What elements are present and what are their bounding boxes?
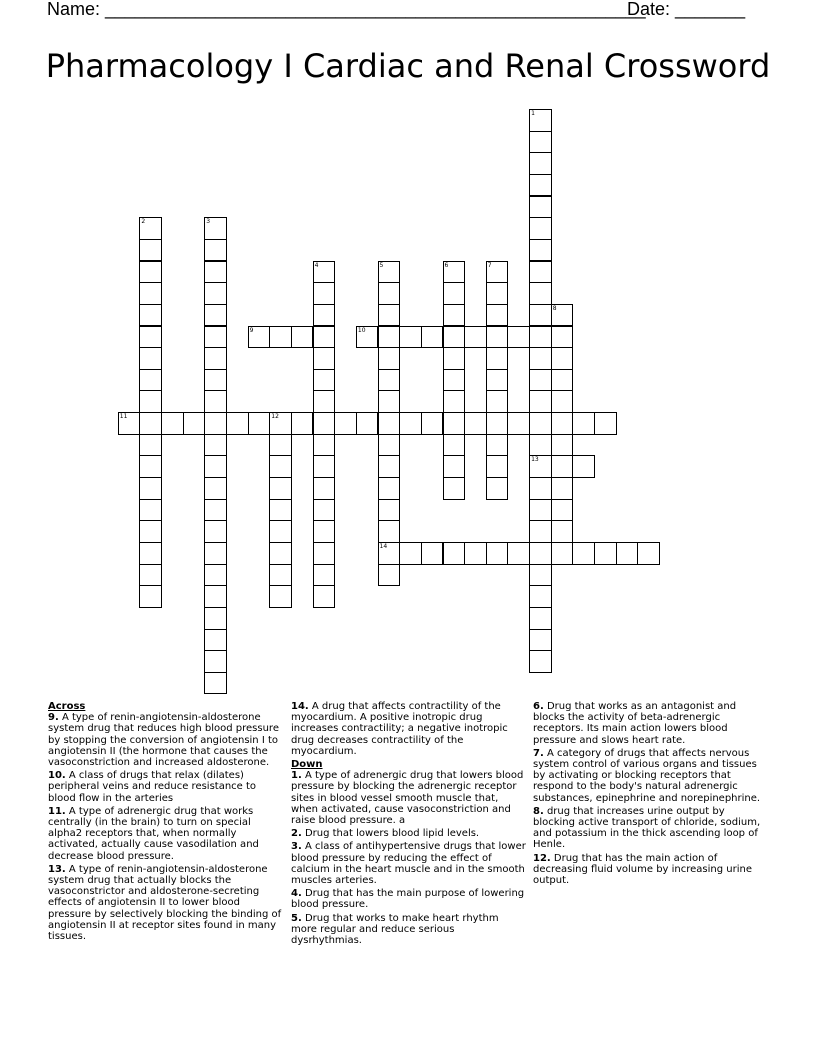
grid-cell[interactable] bbox=[443, 369, 466, 392]
grid-cell[interactable] bbox=[529, 585, 552, 608]
grid-cell[interactable] bbox=[291, 412, 314, 435]
grid-cell[interactable] bbox=[204, 261, 227, 284]
grid-cell[interactable] bbox=[399, 542, 422, 565]
grid-cell[interactable] bbox=[378, 304, 401, 327]
grid-cell[interactable] bbox=[378, 499, 401, 522]
clues-column-1 bbox=[48, 701, 284, 944]
grid-cell[interactable] bbox=[551, 434, 574, 457]
grid-cell[interactable] bbox=[507, 326, 530, 349]
grid-cell[interactable] bbox=[486, 390, 509, 413]
grid-cell[interactable] bbox=[486, 261, 509, 284]
cell-number: 3 bbox=[206, 218, 211, 226]
grid-cell[interactable] bbox=[313, 347, 336, 370]
grid-cell[interactable] bbox=[486, 455, 509, 478]
grid-cell[interactable] bbox=[313, 304, 336, 327]
grid-cell[interactable] bbox=[529, 564, 552, 587]
grid-cell[interactable] bbox=[204, 390, 227, 413]
grid-cell[interactable] bbox=[551, 542, 574, 565]
grid-cell[interactable] bbox=[139, 326, 162, 349]
grid-cell[interactable] bbox=[248, 412, 271, 435]
grid-cell[interactable] bbox=[356, 326, 379, 349]
grid-cell[interactable] bbox=[139, 261, 162, 284]
grid-cell[interactable] bbox=[421, 412, 444, 435]
grid-cell[interactable] bbox=[486, 477, 509, 500]
grid-cell[interactable] bbox=[529, 131, 552, 154]
clue-down-6: 6. Drug that works as an antagonist and blocks the activity of beta-adrenergic receptors. Its main action lowers blood pressure and slows heart rate. bbox=[533, 701, 737, 746]
grid-cell[interactable] bbox=[291, 326, 314, 349]
grid-cell[interactable] bbox=[529, 607, 552, 630]
clue-across-14: 14. A drug that affects contractility of the myocardium. A positive inotropic drug increases contractility; a negative inotropic drug decreases contractility of the myocardium. bbox=[291, 701, 508, 757]
grid-cell[interactable] bbox=[139, 520, 162, 543]
grid-cell[interactable] bbox=[529, 326, 552, 349]
grid-cell[interactable] bbox=[486, 412, 509, 435]
grid-cell[interactable] bbox=[313, 499, 336, 522]
page-title: Pharmacology I Cardiac and Renal Crossword bbox=[45, 47, 771, 85]
grid-cell[interactable] bbox=[139, 542, 162, 565]
grid-cell[interactable] bbox=[204, 412, 227, 435]
grid-cell[interactable] bbox=[313, 261, 336, 284]
grid-cell[interactable] bbox=[204, 520, 227, 543]
grid-cell[interactable] bbox=[399, 326, 422, 349]
date-line[interactable]: Date: _______ bbox=[627, 0, 746, 19]
grid-cell[interactable] bbox=[551, 390, 574, 413]
grid-cell[interactable] bbox=[204, 239, 227, 262]
grid-cell[interactable] bbox=[269, 412, 292, 435]
grid-cell[interactable] bbox=[139, 369, 162, 392]
grid-cell[interactable] bbox=[378, 326, 401, 349]
grid-cell[interactable] bbox=[551, 412, 574, 435]
grid-cell[interactable] bbox=[529, 650, 552, 673]
grid-cell[interactable] bbox=[529, 239, 552, 262]
grid-cell[interactable] bbox=[313, 477, 336, 500]
clue-down-12: 12. Drug that has the main action of decreasing fluid volume by increasing urine output. bbox=[533, 852, 752, 887]
cell-number: 2 bbox=[141, 218, 146, 226]
grid-cell[interactable] bbox=[226, 412, 249, 435]
grid-cell[interactable] bbox=[378, 412, 401, 435]
clue-across-13: 13. A type of renin-angiotensin-aldosterone system drug that actually blocks the vasoconstrictor and aldosterone-secreting effects of angiotensin II to lower blood pressure by selectively blocking the binding of angiotensin II at receptor sites found in many tissues. bbox=[48, 863, 282, 943]
grid-cell[interactable] bbox=[204, 629, 227, 652]
grid-cell[interactable] bbox=[443, 455, 466, 478]
grid-cell[interactable] bbox=[572, 542, 595, 565]
grid-cell[interactable] bbox=[551, 455, 574, 478]
grid-cell[interactable] bbox=[443, 261, 466, 284]
grid-cell[interactable] bbox=[551, 369, 574, 392]
grid-cell[interactable] bbox=[139, 217, 162, 240]
grid-cell[interactable] bbox=[139, 585, 162, 608]
cell-number: 10 bbox=[357, 326, 366, 334]
clue-down-3: 3. A class of antihypertensive drugs that lower blood pressure by reducing the effect of calcium in the heart muscle and in the smooth muscles arteries. bbox=[291, 841, 526, 887]
grid-cell[interactable] bbox=[378, 477, 401, 500]
grid-cell[interactable] bbox=[378, 347, 401, 370]
grid-cell[interactable] bbox=[313, 369, 336, 392]
grid-cell[interactable] bbox=[529, 152, 552, 175]
grid-cell[interactable] bbox=[378, 542, 401, 565]
grid-cell[interactable] bbox=[269, 326, 292, 349]
clue-down-7: 7. A category of drugs that affects nervous system control of various organs and tissues by activating or blocking receptors that respond to the body's natural adrenergic substances, epinephrine and norepinephrine. bbox=[533, 747, 761, 804]
grid-cell[interactable] bbox=[204, 369, 227, 392]
grid-cell[interactable] bbox=[529, 282, 552, 305]
grid-cell[interactable] bbox=[529, 261, 552, 284]
grid-cell[interactable] bbox=[313, 326, 336, 349]
grid-cell[interactable] bbox=[356, 412, 379, 435]
cell-number: 4 bbox=[314, 261, 319, 269]
grid-cell[interactable] bbox=[486, 347, 509, 370]
grid-cell[interactable] bbox=[421, 326, 444, 349]
grid-cell[interactable] bbox=[529, 520, 552, 543]
grid-cell[interactable] bbox=[139, 499, 162, 522]
grid-cell[interactable] bbox=[378, 369, 401, 392]
grid-cell[interactable] bbox=[529, 369, 552, 392]
clue-down-8: 8. drug that increases urine output by blocking active transport of chloride, sodium, and potassium in the thick ascending loop of Henle. bbox=[533, 805, 761, 851]
grid-cell[interactable] bbox=[529, 542, 552, 565]
grid-cell[interactable] bbox=[594, 542, 617, 565]
grid-cell[interactable] bbox=[313, 390, 336, 413]
clue-down-1: 1. A type of adrenergic drug that lowers blood pressure by blocking the adrenergic receptor sites in blood vessel smooth muscle that, when activated, cause vasoconstriction and raise blood pressure. a bbox=[291, 770, 524, 827]
grid-cell[interactable] bbox=[529, 174, 552, 197]
grid-cell[interactable] bbox=[551, 499, 574, 522]
grid-cell[interactable] bbox=[507, 412, 530, 435]
grid-cell[interactable] bbox=[399, 412, 422, 435]
grid-cell[interactable] bbox=[443, 326, 466, 349]
grid-cell[interactable] bbox=[529, 109, 552, 132]
grid-cell[interactable] bbox=[204, 326, 227, 349]
grid-cell[interactable] bbox=[204, 585, 227, 608]
grid-cell[interactable] bbox=[529, 629, 552, 652]
grid-cell[interactable] bbox=[204, 434, 227, 457]
cell-number: 6 bbox=[444, 261, 449, 269]
grid-cell[interactable] bbox=[313, 282, 336, 305]
grid-cell[interactable] bbox=[139, 477, 162, 500]
clue-down-5: 5. Drug that works to make heart rhythm more regular and reduce serious dysrhythmias. bbox=[291, 912, 499, 947]
clues-column-2 bbox=[291, 701, 527, 948]
grid-cell[interactable] bbox=[139, 455, 162, 478]
grid-cell[interactable] bbox=[269, 520, 292, 543]
grid-cell[interactable] bbox=[486, 304, 509, 327]
grid-cell[interactable] bbox=[529, 390, 552, 413]
grid-cell[interactable] bbox=[464, 412, 487, 435]
grid-cell[interactable] bbox=[443, 434, 466, 457]
grid-cell[interactable] bbox=[139, 304, 162, 327]
grid-cell[interactable] bbox=[551, 477, 574, 500]
grid-cell[interactable] bbox=[204, 672, 227, 695]
grid-cell[interactable] bbox=[139, 390, 162, 413]
cell-number: 5 bbox=[379, 261, 384, 269]
grid-cell[interactable] bbox=[313, 542, 336, 565]
cell-number: 1 bbox=[531, 110, 535, 117]
grid-cell[interactable] bbox=[204, 217, 227, 240]
grid-cell[interactable] bbox=[529, 217, 552, 240]
grid-cell[interactable] bbox=[378, 520, 401, 543]
grid-cell[interactable] bbox=[443, 347, 466, 370]
cell-number: 12 bbox=[271, 413, 279, 421]
grid-cell[interactable] bbox=[529, 499, 552, 522]
grid-cell[interactable] bbox=[378, 390, 401, 413]
name-line[interactable]: Name: ______________________________________________________ bbox=[47, 0, 646, 19]
grid-cell[interactable] bbox=[139, 239, 162, 262]
grid-cell[interactable] bbox=[269, 542, 292, 565]
grid-cell[interactable] bbox=[139, 347, 162, 370]
grid-cell[interactable] bbox=[118, 412, 141, 435]
grid-cell[interactable] bbox=[529, 347, 552, 370]
grid-cell[interactable] bbox=[248, 326, 271, 349]
grid-cell[interactable] bbox=[139, 434, 162, 457]
grid-cell[interactable] bbox=[551, 304, 574, 327]
grid-cell[interactable] bbox=[313, 412, 336, 435]
grid-cell[interactable] bbox=[378, 434, 401, 457]
grid-cell[interactable] bbox=[529, 477, 552, 500]
cell-number: 8 bbox=[552, 304, 557, 312]
grid-cell[interactable] bbox=[529, 304, 552, 327]
grid-cell[interactable] bbox=[486, 434, 509, 457]
grid-cell[interactable] bbox=[139, 564, 162, 587]
clue-down-2: 2. Drug that lowers blood lipid levels. bbox=[291, 828, 480, 840]
grid-cell[interactable] bbox=[269, 455, 292, 478]
grid-cell[interactable] bbox=[204, 564, 227, 587]
grid-cell[interactable] bbox=[443, 282, 466, 305]
clues-column-3 bbox=[533, 701, 769, 888]
grid-cell[interactable] bbox=[529, 412, 552, 435]
grid-cell[interactable] bbox=[269, 564, 292, 587]
cell-number: 14 bbox=[379, 543, 388, 550]
grid-cell[interactable] bbox=[551, 520, 574, 543]
grid-cell[interactable] bbox=[443, 304, 466, 327]
grid-cell[interactable] bbox=[313, 434, 336, 457]
grid-cell[interactable] bbox=[443, 477, 466, 500]
clue-across-9: 9. A type of renin-angiotensin-aldosterone system drug that reduces high blood pressure by stopping the conversion of angiotensin I to angiotensin II (the hormone that causes the vasoconstriction and increased aldosterone. bbox=[48, 712, 279, 769]
grid-cell[interactable] bbox=[204, 650, 227, 673]
grid-cell[interactable] bbox=[529, 434, 552, 457]
grid-cell[interactable] bbox=[443, 412, 466, 435]
grid-cell[interactable] bbox=[421, 542, 444, 565]
grid-cell[interactable] bbox=[269, 434, 292, 457]
clue-across-10: 10. A class of drugs that relax (dilates) peripheral veins and reduce resistance to blood flow in the arteries bbox=[48, 770, 257, 804]
clue-down-4: 4. Drug that has the main purpose of lowering blood pressure. bbox=[291, 888, 525, 911]
grid-cell[interactable] bbox=[378, 455, 401, 478]
grid-cell[interactable] bbox=[464, 326, 487, 349]
grid-cell[interactable] bbox=[269, 585, 292, 608]
grid-cell[interactable] bbox=[464, 542, 487, 565]
cell-number: 7 bbox=[487, 261, 492, 269]
grid-cell[interactable] bbox=[443, 542, 466, 565]
grid-cell[interactable] bbox=[204, 477, 227, 500]
grid-cell[interactable] bbox=[269, 499, 292, 522]
grid-cell[interactable] bbox=[594, 412, 617, 435]
clue-across-11: 11. A type of adrenergic drug that works centrally (in the brain) to turn on special alpha2 receptors that, when normally activated, actually cause vasodilation and decrease blood pressure. bbox=[48, 805, 259, 862]
grid-cell[interactable] bbox=[572, 455, 595, 478]
grid-cell[interactable] bbox=[378, 282, 401, 305]
grid-cell[interactable] bbox=[269, 477, 292, 500]
grid-cell[interactable] bbox=[551, 326, 574, 349]
grid-cell[interactable] bbox=[378, 261, 401, 284]
grid-cell[interactable] bbox=[486, 369, 509, 392]
cell-number: 13 bbox=[531, 456, 539, 464]
grid-cell[interactable] bbox=[183, 412, 206, 435]
grid-cell[interactable] bbox=[204, 455, 227, 478]
grid-cell[interactable] bbox=[204, 347, 227, 370]
grid-cell[interactable] bbox=[486, 326, 509, 349]
cell-number: 9 bbox=[249, 326, 254, 334]
grid-cell[interactable] bbox=[443, 390, 466, 413]
grid-cell[interactable] bbox=[378, 564, 401, 587]
grid-cell[interactable] bbox=[204, 542, 227, 565]
grid-cell[interactable] bbox=[486, 542, 509, 565]
grid-cell[interactable] bbox=[334, 412, 357, 435]
grid-cell[interactable] bbox=[507, 542, 530, 565]
grid-cell[interactable] bbox=[204, 607, 227, 630]
grid-cell[interactable] bbox=[529, 196, 552, 219]
grid-cell[interactable] bbox=[529, 455, 552, 478]
grid-cell[interactable] bbox=[139, 412, 162, 435]
grid-cell[interactable] bbox=[204, 499, 227, 522]
grid-cell[interactable] bbox=[486, 282, 509, 305]
grid-cell[interactable] bbox=[204, 282, 227, 305]
grid-cell[interactable] bbox=[313, 564, 336, 587]
cell-number: 11 bbox=[119, 413, 128, 421]
grid-cell[interactable] bbox=[572, 412, 595, 435]
grid-cell[interactable] bbox=[204, 304, 227, 327]
grid-cell[interactable] bbox=[551, 347, 574, 370]
grid-cell[interactable] bbox=[637, 542, 660, 565]
across-heading: Across bbox=[48, 701, 86, 712]
down-heading: Down bbox=[291, 759, 323, 771]
grid-cell[interactable] bbox=[313, 520, 336, 543]
grid-cell[interactable] bbox=[139, 282, 162, 305]
grid-cell[interactable] bbox=[313, 455, 336, 478]
grid-cell[interactable] bbox=[161, 412, 184, 435]
grid-cell[interactable] bbox=[313, 585, 336, 608]
grid-cell[interactable] bbox=[616, 542, 639, 565]
